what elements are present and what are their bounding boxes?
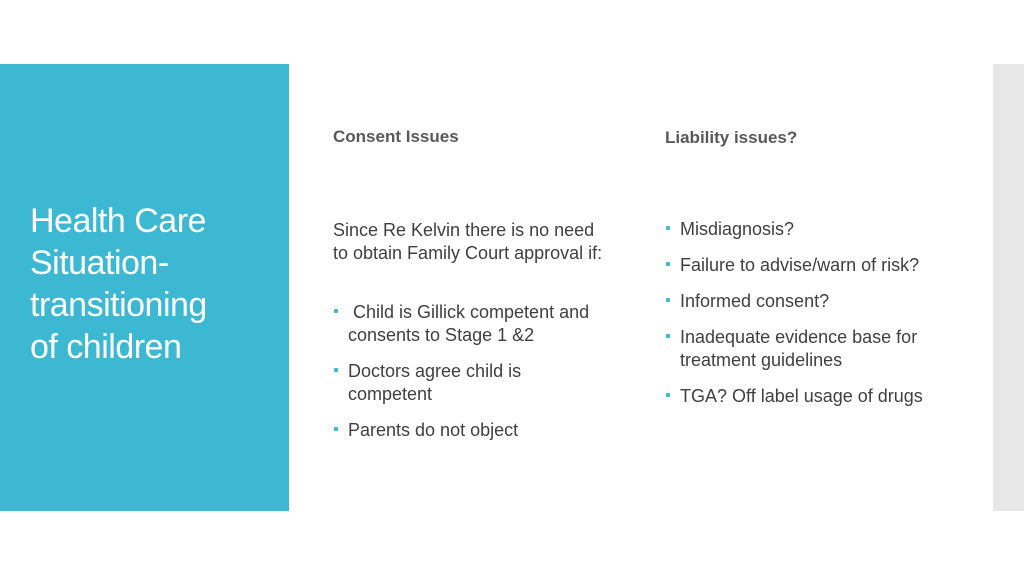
list-item-text: Doctors agree child is competent	[348, 361, 522, 404]
list-item-text: Failure to advise/warn of risk?	[680, 255, 920, 275]
liability-bullet-list	[665, 218, 955, 421]
list-item	[665, 290, 955, 313]
liability-heading: Liability issues?	[665, 128, 798, 147]
bullet-dot-icon	[666, 393, 670, 397]
bullet-dot-icon	[666, 334, 670, 338]
bullet-dot-icon	[666, 298, 670, 302]
bullet-dot-icon	[334, 368, 338, 372]
consent-bullet-list	[333, 301, 603, 455]
list-item	[665, 385, 955, 408]
list-item	[333, 419, 603, 442]
list-item	[665, 254, 955, 277]
list-item	[665, 326, 955, 372]
title-line: of children	[30, 328, 182, 366]
list-item-text: Parents do not object	[348, 420, 519, 440]
bullet-dot-icon	[334, 427, 338, 431]
side-strip	[993, 64, 1024, 511]
list-item-text: Misdiagnosis?	[680, 219, 795, 239]
list-item-text: Inadequate evidence base for treatment guidelines	[680, 327, 918, 370]
list-item-text: Child is Gillick competent and consents to Stage 1 &2	[348, 302, 595, 345]
list-item	[333, 360, 603, 406]
bullet-dot-icon	[334, 309, 338, 313]
title-line: Health Care	[30, 202, 206, 240]
title-line: Situation-	[30, 244, 169, 282]
bullet-dot-icon	[666, 226, 670, 230]
consent-intro: Since Re Kelvin there is no need to obtain Family Court approval if:	[333, 220, 603, 263]
title-line: transitioning	[30, 286, 207, 324]
list-item	[333, 301, 603, 347]
consent-heading: Consent Issues	[333, 127, 459, 146]
slide-title	[30, 200, 280, 368]
bullet-dot-icon	[666, 262, 670, 266]
list-item-text: Informed consent?	[680, 291, 830, 311]
list-item	[665, 218, 955, 241]
list-item-text: TGA? Off label usage of drugs	[680, 386, 923, 406]
